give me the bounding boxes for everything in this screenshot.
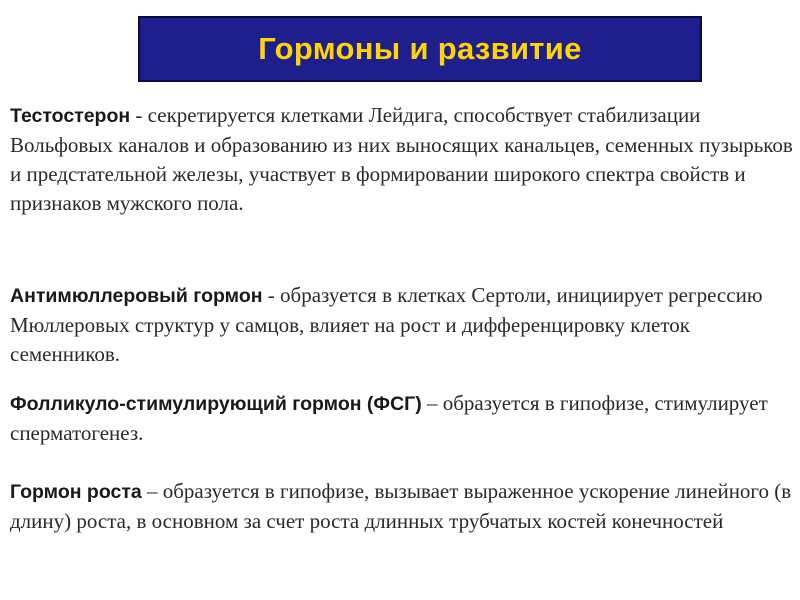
term-testosterone: Тестостерон [10,105,131,127]
paragraph-anti-mullerian-hormone [10,281,795,369]
separator: – [421,391,443,415]
term-anti-mullerian-hormone: Антимюллеровый гормон [10,285,263,307]
slide-title: Гормоны и развитие [258,31,582,66]
slide-title-banner [138,16,702,82]
separator: - [262,283,281,307]
separator: – [141,479,163,503]
paragraph-testosterone [10,101,795,218]
description-testosterone: секретируется клетками Лейдига, способствует стабилизации Вольфовых каналов и образованию из них выносящих канальцев, семенных пузырьков и предстательной железы, участвует в формировании широкого спектра свойств и признаков мужского пола. [10,103,793,215]
separator: - [130,103,148,127]
description-anti-mullerian-hormone: образуется в клетках Сертоли, инициирует регрессию Мюллеровых структур у самцов, влияет на рост и дифференцировку клеток семенников. [10,283,763,366]
description-growth-hormone: образуется в гипофизе, вызывает выраженное ускорение линейного (в длину) роста, в основном за счет роста длинных трубчатых костей конечностей [10,479,792,533]
paragraph-growth-hormone [10,477,795,536]
term-growth-hormone: Гормон роста [10,481,142,503]
paragraph-fsh [10,389,795,448]
term-fsh: Фолликуло-стимулирующий гормон (ФСГ) [10,393,422,415]
description-fsh: образуется в гипофизе, стимулирует сперматогенез. [10,391,768,445]
